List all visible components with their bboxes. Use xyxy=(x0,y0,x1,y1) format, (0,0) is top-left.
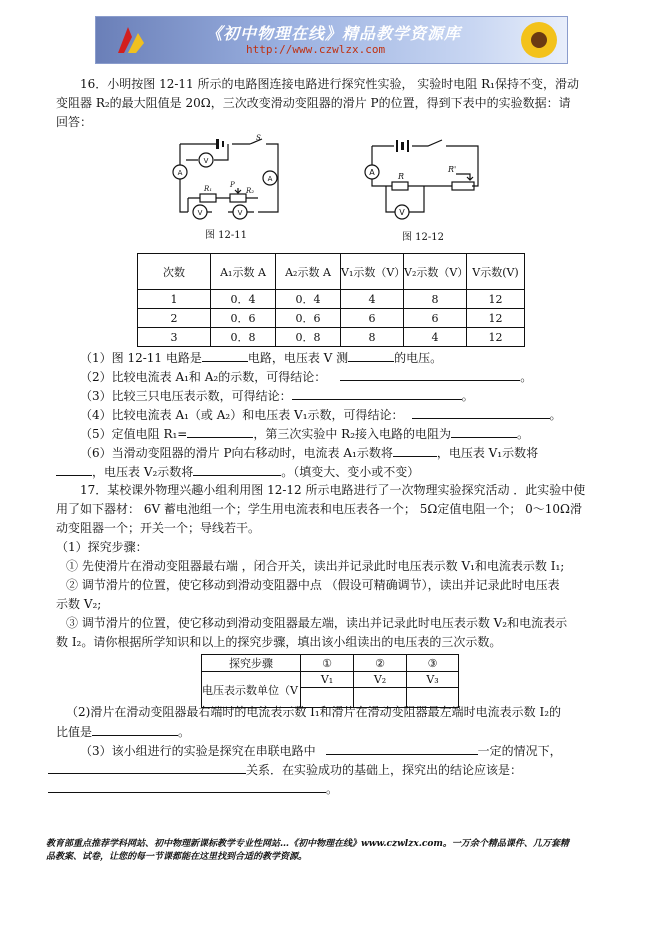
q16-part6a: （6）当滑动变阻器的滑片 P向右移动时，电流表 A₁示数将 ，电压表 V₁示数将 xyxy=(80,446,539,460)
circuit-figure-12-12 xyxy=(360,136,490,228)
table-cell: 6 xyxy=(404,309,467,328)
svg-text:V: V xyxy=(237,209,243,217)
table-header-cell: A₁示数 A xyxy=(211,254,276,290)
answer-blank[interactable] xyxy=(292,387,462,400)
q17-step3b: 数 I₂。请你根据所学知识和以上的探究步骤，填出该小组读出的电压表的三次示数。 xyxy=(56,635,502,649)
table-header-cell: V₁示数（V） xyxy=(341,254,404,290)
table-cell: 4 xyxy=(341,290,404,309)
table-cell: 3 xyxy=(138,328,211,347)
footer-line: 品教案、试卷，让您的每一节课都能在这里找到合适的教学资源。 xyxy=(46,852,308,862)
table-header-row xyxy=(138,254,525,290)
footer-note xyxy=(46,838,621,864)
fig2-r-label: R xyxy=(398,172,405,181)
answer-blank[interactable] xyxy=(412,406,550,419)
q17-line2: 用了如下器材： 6V 蓄电池组一个；学生用电流表和电压表各一个； 5Ω定值电阻一个； 0～10Ω滑 xyxy=(56,502,582,516)
q16-part2: （2）比较电流表 A₁和 A₂的示数，可得结论： 。 xyxy=(80,370,533,384)
figure-caption-12-11: 图 12-11 xyxy=(205,230,248,241)
q16-part3: （3）比较三只电压表示数，可得结论： 。 xyxy=(80,389,474,403)
header-banner xyxy=(95,16,568,64)
q17-part3a: （3）该小组进行的实验是探究在串联电路中 一定的情况下， xyxy=(80,744,562,758)
banner-url: http://www.czwlzx.com xyxy=(246,43,386,56)
table-header-cell: A₂示数 A xyxy=(276,254,341,290)
footer-line: 教育部重点推荐学科网站、初中物理新课标教学专业性网站…《初中物理在线》www.czwlzx.com。一万余个精品课件、几万套精 xyxy=(46,839,569,849)
table-cell: 8 xyxy=(404,290,467,309)
q17-line1: 17．某校课外物理兴趣小组利用图 12-12 所示电路进行了一次物理实验探究活动 ．此实验中使 xyxy=(80,483,586,497)
table-cell: 1 xyxy=(138,290,211,309)
q16-intro-2: 变阻器 R₂的最大阻值是 20Ω，三次改变滑动变阻器的滑片 P的位置，得到下表中的实验数据：请 xyxy=(56,96,571,110)
answer-blank[interactable] xyxy=(348,349,394,362)
circuit-figure-12-11 xyxy=(158,134,293,226)
svg-text:A: A xyxy=(177,169,183,177)
table-header-cell: 次数 xyxy=(138,254,211,290)
table-header-cell: 探究步骤 xyxy=(202,655,301,672)
table-cell: 0．8 xyxy=(211,328,276,347)
answer-blank[interactable] xyxy=(92,723,178,736)
answer-blank[interactable] xyxy=(48,780,326,793)
table-header-cell: ③ xyxy=(407,655,459,672)
table-cell: 0．8 xyxy=(276,328,341,347)
table-row xyxy=(138,309,525,328)
fig1-switch-label: S xyxy=(256,134,261,142)
answer-blank[interactable] xyxy=(56,463,92,476)
q16-data-table xyxy=(137,253,525,347)
table-cell: V₂ xyxy=(354,672,407,688)
svg-text:V: V xyxy=(197,209,203,217)
logo-icon xyxy=(114,23,148,57)
svg-text:A: A xyxy=(267,175,273,183)
table-cell: 0．6 xyxy=(276,309,341,328)
q16-part5: （5）定值电阻 R₁= ，第三次实验中 R₂接入电路的电阻为 。 xyxy=(80,427,530,441)
table-cell: V₁ xyxy=(301,672,354,688)
answer-blank[interactable] xyxy=(326,742,478,755)
fig1-r1-label: R₁ xyxy=(204,185,213,193)
fig2-rp-label: R' xyxy=(448,165,457,174)
table-cell: 6 xyxy=(341,309,404,328)
q17-part3b: 关系．在实验成功的基础上，探究出的结论应该是： xyxy=(48,761,522,778)
q16-intro-3: 回答： xyxy=(56,115,93,129)
q16-part1: （1）图 12-11 电路是 电路，电压表 V 测 的电压。 xyxy=(80,351,443,365)
table-cell: 0．4 xyxy=(211,290,276,309)
q17-step3a: ③ 调节滑片的位置，使它移动到滑动变阻器最左端，读出并记录此时电压表示数 V₂和电流表示 xyxy=(66,616,568,630)
q16-part6b: ，电压表 V₂示数将 。（填变大、变小或不变） xyxy=(56,463,419,480)
answer-blank[interactable] xyxy=(340,368,520,381)
table-row xyxy=(138,290,525,309)
figure-caption-12-12: 图 12-12 xyxy=(402,232,445,243)
table-header-cell: V示数(V) xyxy=(467,254,525,290)
q17-step2b: 示数 V₂; xyxy=(56,597,102,611)
q17-part3c: 。 xyxy=(48,780,338,797)
table-header-cell: ② xyxy=(354,655,407,672)
table-cell: 12 xyxy=(467,328,525,347)
q16-part4: （4）比较电流表 A₁（或 A₂）和电压表 V₁示数，可得结论： 。 xyxy=(80,408,562,422)
table-cell: 4 xyxy=(404,328,467,347)
table-header-row xyxy=(202,655,459,672)
table-header-cell: ① xyxy=(301,655,354,672)
table-row xyxy=(202,672,459,688)
q17-step1: ① 先使滑片在滑动变阻器最右端 ，闭合开关，读出并记录此时电压表示数 V₁和电流表示数 I₁; xyxy=(66,559,565,573)
fig1-p-label: P xyxy=(230,181,235,189)
table-cell: 0．6 xyxy=(211,309,276,328)
answer-blank[interactable] xyxy=(193,463,281,476)
svg-text:V: V xyxy=(203,157,209,165)
q17-part2a: （2)滑片在滑动变阻器最右端时的电流表示数 I₁和滑片在滑动变阻器最左端时电流表示数 I₂的 xyxy=(66,705,562,719)
q17-part2b: 比值是 。 xyxy=(56,725,191,739)
table-cell: 12 xyxy=(467,309,525,328)
fig1-r2-label: R₂ xyxy=(246,187,255,195)
table-cell: 12 xyxy=(467,290,525,309)
svg-text:V: V xyxy=(399,208,405,217)
q17-step-title: （1）探究步骤： xyxy=(56,540,148,554)
table-cell: 8 xyxy=(341,328,404,347)
sunflower-icon xyxy=(516,19,562,61)
table-header-cell: V₂示数（V） xyxy=(404,254,467,290)
q16-intro-1: 16．小明按图 12-11 所示的电路图连接电路进行探究性实验， 实验时电阻 R₁保持不变，滑动 xyxy=(80,77,579,91)
svg-text:A: A xyxy=(369,168,375,177)
table-row xyxy=(138,328,525,347)
answer-blank[interactable] xyxy=(451,425,517,438)
table-cell: 电压表示数单位（V xyxy=(202,672,301,708)
table-cell: 0．4 xyxy=(276,290,341,309)
answer-blank[interactable] xyxy=(48,761,246,774)
table-cell: 2 xyxy=(138,309,211,328)
answer-blank[interactable] xyxy=(393,444,437,457)
banner-title: 《初中物理在线》精品教学资源库 xyxy=(206,24,462,43)
answer-blank[interactable] xyxy=(202,349,248,362)
q17-voltage-table xyxy=(201,654,459,708)
q17-step2a: ② 调节滑片的位置，使它移动到滑动变阻器中点 （假设可精确调节），读出并记录此时电压表 xyxy=(66,578,560,592)
table-cell: V₃ xyxy=(407,672,459,688)
answer-blank[interactable] xyxy=(187,425,253,438)
q17-line3: 动变阻器一个；开关一个；导线若干。 xyxy=(56,521,261,535)
